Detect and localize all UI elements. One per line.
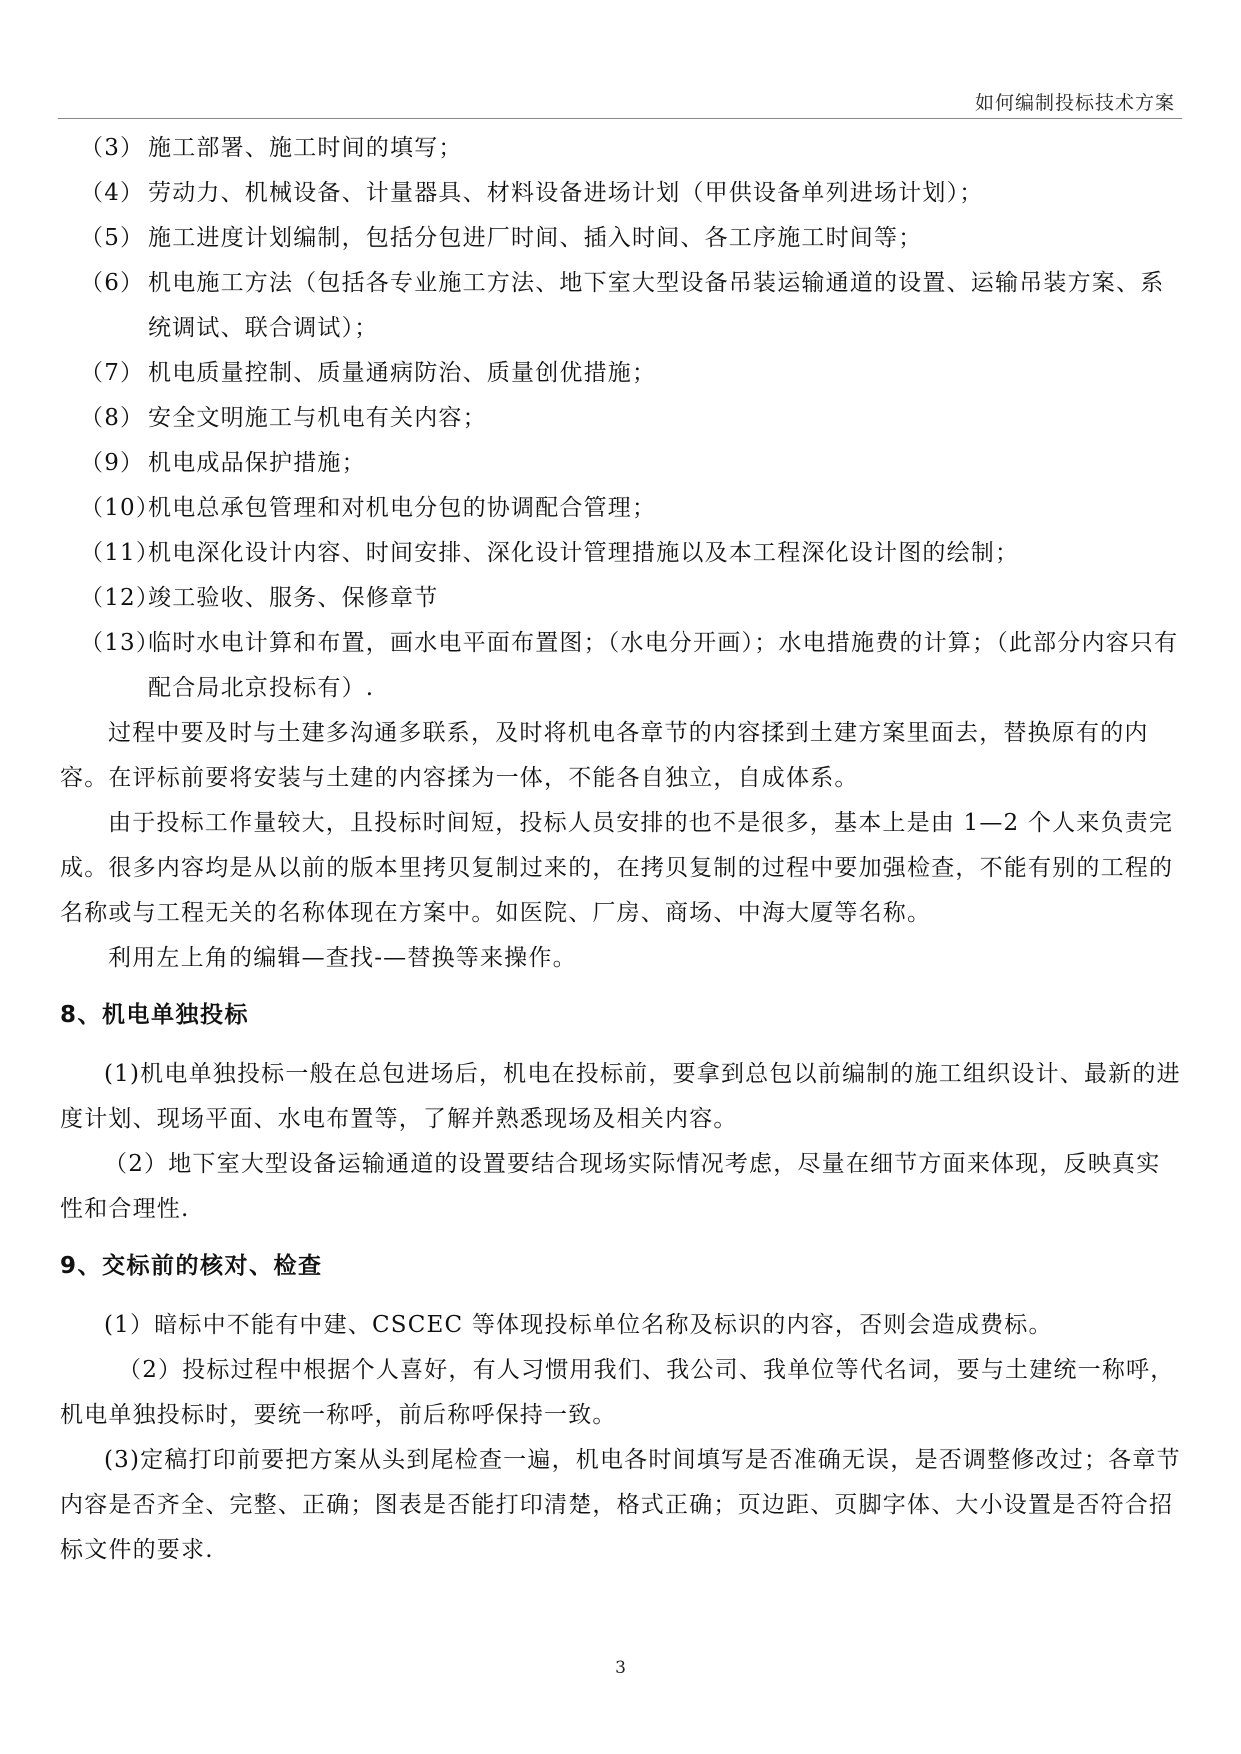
list-item-text: 临时水电计算和布置，画水电平面布置图；（水电分开画）；水电措施费的计算；（此部分内容只有配合局北京投标有）.: [148, 630, 1179, 701]
list-item: [60, 171, 1184, 216]
section-paragraph: (1）暗标中不能有中建、CSCEC 等体现投标单位名称及标识的内容，否则会造成费标。: [104, 1312, 1053, 1338]
running-header: 如何编制投标技术方案: [974, 92, 1175, 114]
list-item-number: （13）: [80, 630, 161, 656]
list-item: [60, 576, 1184, 621]
list-item-text: 机电总承包管理和对机电分包的协调配合管理；: [148, 495, 657, 521]
list-item-text: 机电成品保护措施；: [148, 450, 366, 476]
list-item-text: 施工进度计划编制，包括分包进厂时间、插入时间、各工序施工时间等；: [148, 225, 923, 251]
list-item: [60, 396, 1184, 441]
section-heading: 9、交标前的核对、检查: [60, 1253, 323, 1279]
header-rule: [58, 118, 1182, 119]
list-item-number: （10）: [80, 495, 161, 521]
list-item-text: 机电深化设计内容、时间安排、深化设计管理措施以及本工程深化设计图的绘制；: [148, 540, 1020, 566]
list-item: [60, 351, 1184, 396]
list-item-text: 机电施工方法（包括各专业施工方法、地下室大型设备吊装运输通道的设置、运输吊装方案、系统调试、联合调试）；: [148, 270, 1165, 341]
list-item-number: （12）: [80, 585, 161, 611]
list-item-number: （11）: [80, 540, 161, 566]
list-item: [60, 216, 1184, 261]
list-item-number: （6）: [80, 270, 145, 296]
document-body: [60, 126, 1184, 1573]
list-item: [60, 441, 1184, 486]
section-paragraph: （2）投标过程中根据个人喜好，有人习惯用我们、我公司、我单位等代名词，要与土建统一称呼，机电单独投标时，要统一称呼，前后称呼保持一致。: [60, 1357, 1175, 1428]
body-paragraph: 利用左上角的编辑—查找-—替换等来操作。: [108, 945, 577, 971]
list-item-text: 机电质量控制、质量通病防治、质量创优措施；: [148, 360, 657, 386]
list-item-number: （4）: [80, 180, 145, 206]
list-item-text: 施工部署、施工时间的填写；: [148, 135, 463, 161]
list-item-number: （7）: [80, 360, 145, 386]
section-paragraph: （2）地下室大型设备运输通道的设置要结合现场实际情况考虑，尽量在细节方面来体现，反映真实性和合理性.: [60, 1151, 1161, 1222]
section-paragraph: (1)机电单独投标一般在总包进场后，机电在投标前，要拿到总包以前编制的施工组织设计、最新的进度计划、现场平面、水电布置等，了解并熟悉现场及相关内容。: [60, 1061, 1181, 1132]
body-paragraph: 过程中要及时与土建多沟通多联系，及时将机电各章节的内容揉到土建方案里面去，替换原有的内容。在评标前要将安装与土建的内容揉为一体，不能各自独立，自成体系。: [60, 720, 1149, 791]
list-item: [60, 486, 1184, 531]
list-item: [60, 531, 1184, 576]
section-paragraph: (3)定稿打印前要把方案从头到尾检查一遍，机电各时间填写是否准确无误，是否调整修改过；各章节内容是否齐全、完整、正确；图表是否能打印清楚，格式正确；页边距、页脚字体、大小设置是否符合招标文件的要求.: [60, 1447, 1181, 1563]
numbered-list: [60, 126, 1184, 711]
list-item: [60, 261, 1184, 351]
section-heading: 8、机电单独投标: [60, 1002, 250, 1028]
list-item-number: （3）: [80, 135, 145, 161]
list-item-number: （5）: [80, 225, 145, 251]
list-item-text: 竣工验收、服务、保修章节: [148, 585, 439, 611]
list-item-number: （9）: [80, 450, 145, 476]
list-item-text: 劳动力、机械设备、计量器具、材料设备进场计划（甲供设备单列进场计划）；: [148, 180, 984, 206]
list-item: [60, 126, 1184, 171]
list-item: [60, 621, 1184, 711]
list-item-text: 安全文明施工与机电有关内容；: [148, 405, 487, 431]
body-paragraph: 由于投标工作量较大，且投标时间短，投标人员安排的也不是很多，基本上是由 1—2 个人来负责完成。很多内容均是从以前的版本里拷贝复制过来的，在拷贝复制的过程中要加强检查，不能有别的工程的名称或与工程无关的名称体现在方案中。如医院、厂房、商场、中海大厦等名称。: [60, 810, 1174, 926]
list-item-number: （8）: [80, 405, 145, 431]
page-number: 3: [615, 1658, 626, 1678]
